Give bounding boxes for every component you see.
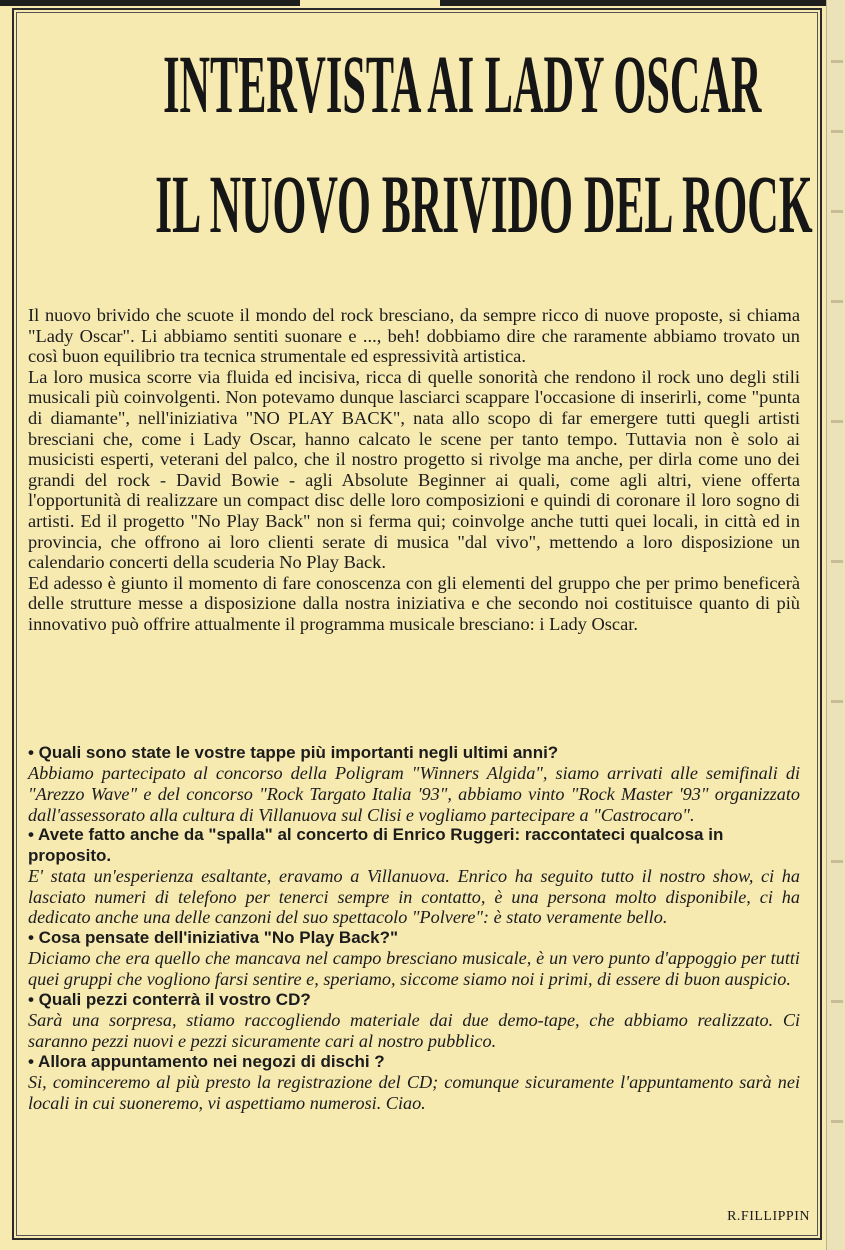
interview-question: • Quali pezzi conterrà il vostro CD? <box>28 989 311 1009</box>
adjacent-column-strip <box>826 0 845 1250</box>
scan-top-edge <box>0 0 845 6</box>
article-body <box>28 305 800 635</box>
paragraph: Ed adesso è giunto il momento di fare conoscenza con gli elementi del gruppo che per primo beneficerà delle strutture messe a disposizione dalla nostra iniziativa e che secondo noi costituisce quanto di più innovativo può offrire attualmente il programma musicale bresciano: i Lady Oscar. <box>28 572 800 634</box>
interview-answer: Sarà una sorpresa, stiamo raccogliendo materiale dai due demo-tape, che abbiamo realizzato. Ci saranno pezzi nuovi e pezzi sicuramente cari al nostro pubblico. <box>28 1010 800 1051</box>
interview-answer: Abbiamo partecipato al concorso della Poligram "Winners Algida", siamo arrivati alle semifinali di "Arezzo Wave" e del concorso "Rock Targato Italia '93", abbiamo vinto "Rock Master '93" organizzato dall'assessorato alla cultura di Villanuova sul Clisi e vogliamo partecipare a "Castrocaro". <box>28 763 800 825</box>
interview-question: • Quali sono state le vostre tappe più importanti negli ultimi anni? <box>28 743 559 762</box>
interview-section <box>28 743 800 1113</box>
interview-question: • Avete fatto anche da "spalla" al concerto di Enrico Ruggeri: raccontateci qualcosa in proposito. <box>28 825 724 865</box>
interview-question: • Allora appuntamento nei negozi di dischi ? <box>28 1051 385 1071</box>
interview-answer: Diciamo che era quello che mancava nel campo bresciano musicale, è un vero punto d'appoggio per tutti quei gruppi che vogliono farsi sentire e, speriamo, siccome siamo noi i primi, di essere di buon auspicio. <box>28 948 800 990</box>
interview-answer: Si, cominceremo al più presto la registrazione del CD; comunque sicuramente l'appuntamento sarà nei locali in cui suoneremo, vi aspettiamo numerosi. Ciao. <box>28 1071 800 1113</box>
paragraph: La loro musica scorre via fluida ed incisiva, ricca di quelle sonorità che rendono il rock uno degli stili musicali più coinvolgenti. Non potevamo dunque lasciarci scappare l'occasione di inserirli, come "punta di diamante", nell'iniziativa "NO PLAY BACK", nata allo scopo di far emergere tutti quegli artisti bresciani che, come i Lady Oscar, hanno calcato le scene per tanto tempo. Tuttavia non è solo ai musicisti esperti, veterani del palco, che il nostro progetto si rivolge ma anche, per dirla come uno dei grandi del rock - David Bowie - agli Absolute Beginner ai quali, come agli altri, viene offerta l'opportunità di realizzare un compact disc delle loro composizioni e quindi di coronare il loro sogno di artisti. Ed il progetto "No Play Back" non si ferma qui; coinvolge anche tutti quei locali, in città ed in provincia, che offrono ai loro clienti serate di musica "dal vivo", mettendo a loro disposizione un calendario concerti della scuderia No Play Back. <box>28 366 800 573</box>
interview-question: • Cosa pensate dell'iniziativa "No Play Back?" <box>28 928 399 948</box>
headline-line-2: IL NUOVO BRIVIDO DEL ROCK <box>155 158 813 251</box>
paragraph: Il nuovo brivido che scuote il mondo del rock bresciano, da sempre ricco di nuove proposte, si chiama "Lady Oscar". Li abbiamo sentiti suonare e ..., beh! dobbiamo dire che raramente abbiamo trovato un così buon equilibrio tra tecnica strumentale ed espressività artistica. <box>28 305 800 367</box>
author-byline: R.FILLIPPIN <box>727 1209 810 1224</box>
interview-answer: E' stata un'esperienza esaltante, eravamo a Villanuova. Enrico ha seguito tutto il nostro show, ci ha lasciato numeri di telefono per tenerci sempre in contatto, è una persona molto disponibile, ci ha dedicato anche una delle canzoni del suo spettacolo "Polvere": è stato veramente bello. <box>28 866 800 928</box>
headline-line-1: INTERVISTA AI LADY OSCAR <box>163 38 762 131</box>
